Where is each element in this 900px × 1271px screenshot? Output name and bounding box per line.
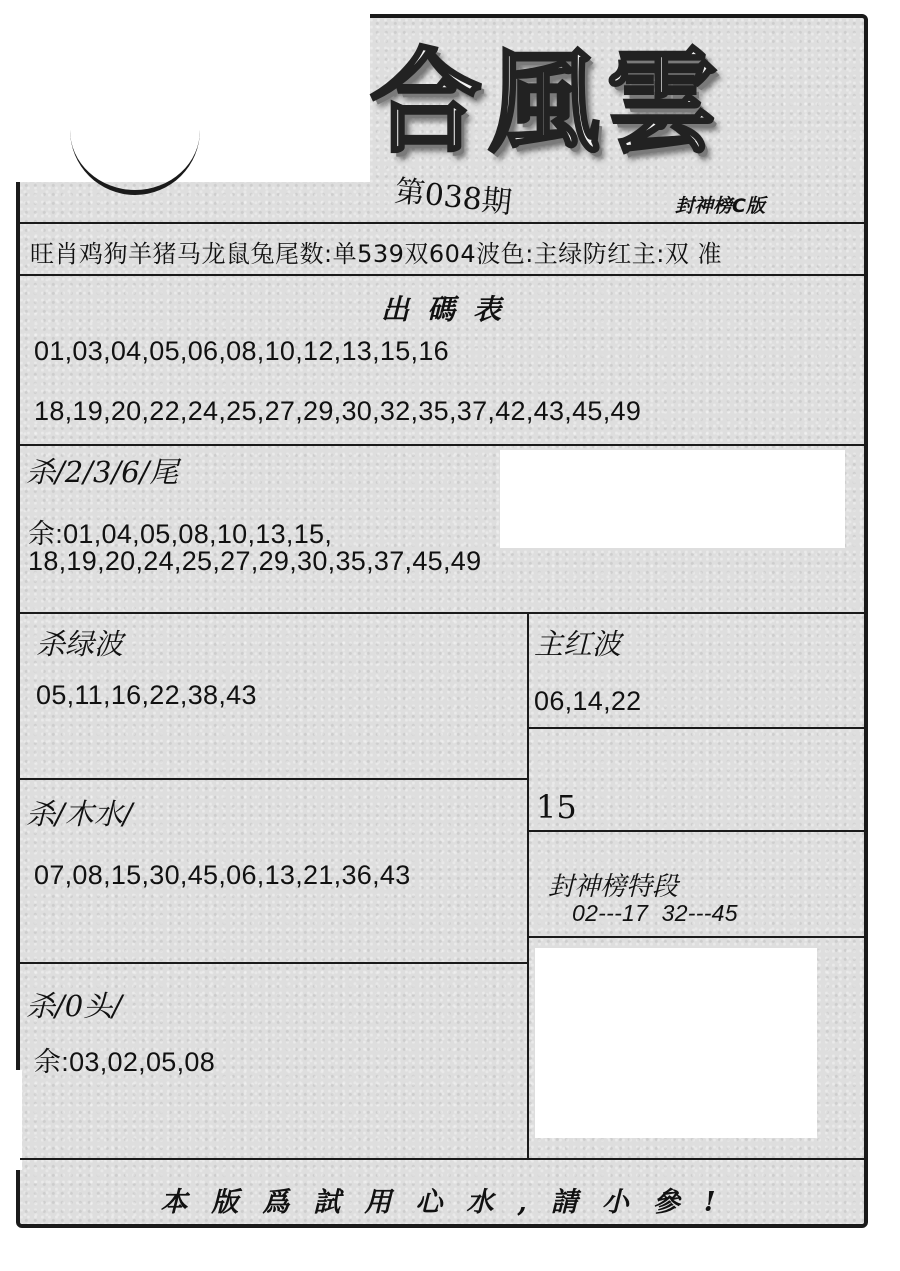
code-table-title: 出碼表 [380,293,519,326]
blank-panel-right-bottom [535,948,817,1138]
divider [20,444,868,446]
divider [527,727,868,729]
code-line-1: 01,03,04,05,06,08,10,12,13,15,16 [34,336,449,366]
edition-label: 封神榜C版 [675,195,765,217]
blank-panel-right-top [500,450,845,548]
divider [20,962,529,964]
footer-note: 本版爲試用心水,請小參! [160,1187,740,1218]
main-red-numbers: 06,14,22 [534,686,642,716]
kill-head-numbers: 余:03,02,05,08 [34,1047,216,1077]
divider [20,778,529,780]
divider [20,274,868,276]
kill-green-label: 杀绿波 [36,627,124,661]
kill-element-label: 杀/木水/ [26,797,133,831]
code-line-2: 18,19,20,22,24,25,27,29,30,32,35,37,42,43,45,49 [34,396,642,426]
kill-head-label: 杀/0头/ [26,989,122,1023]
issue-number: 第038期 [393,173,514,222]
special-segment-label: 封神榜特段 [548,872,679,902]
bottom-left-blank [0,1070,22,1170]
kill-tail-line-1: 余:01,04,05,08,10,13,15, [28,519,333,549]
special-segment-value: 02---17 32---45 [572,900,738,926]
single-number: 15 [536,788,577,826]
divider [527,936,868,938]
main-red-label: 主红波 [534,627,622,661]
logo-title: 合風雲 [370,37,724,168]
prediction-banner: 旺肖鸡狗羊猪马龙鼠兔尾数:单539双604波色:主绿防红主:双 准 [30,240,723,268]
kill-green-numbers: 05,11,16,22,38,43 [36,680,257,710]
divider [527,830,868,832]
divider [20,612,868,614]
divider [20,1158,868,1160]
kill-tail-label: 杀/2/3/6/尾 [26,455,179,489]
divider [20,222,868,224]
column-divider [527,612,529,1160]
kill-tail-line-2: 18,19,20,24,25,27,29,30,35,37,45,49 [28,546,482,576]
kill-element-numbers: 07,08,15,30,45,06,13,21,36,43 [34,860,411,890]
